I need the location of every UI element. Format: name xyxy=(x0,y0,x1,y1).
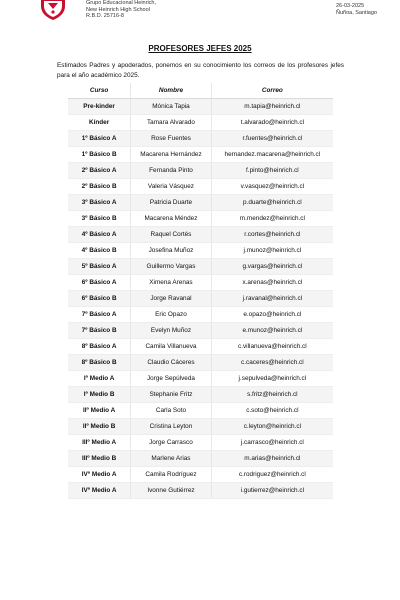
cell-correo: r.fuentes@heinrich.cl xyxy=(211,131,333,147)
table-row xyxy=(68,163,333,179)
cell-curso: IVº Medio A xyxy=(68,467,131,483)
cell-nombre: Macarena Hernández xyxy=(131,147,211,163)
cell-curso: 4º Básico B xyxy=(68,243,131,259)
cell-correo: f.pinto@heinrich.cl xyxy=(211,163,333,179)
cell-curso: IIº Medio A xyxy=(68,403,131,419)
table-row xyxy=(68,147,333,163)
cell-nombre: Josefina Muñoz xyxy=(131,243,211,259)
cell-curso: Kínder xyxy=(68,115,131,131)
cell-curso: 3º Básico B xyxy=(68,211,131,227)
cell-correo: j.carrasco@heinrich.cl xyxy=(211,435,333,451)
column-header-nombre: Nombre xyxy=(131,83,211,99)
table-row xyxy=(68,339,333,355)
cell-nombre: Eric Opazo xyxy=(131,307,211,323)
cell-nombre: Cristina Leyton xyxy=(131,419,211,435)
cell-correo: c.villanueva@heinrich.cl xyxy=(211,339,333,355)
school-org-line: Grupo Educacional Heinrich, xyxy=(86,0,157,6)
table-row xyxy=(68,419,333,435)
school-name: New Heinrich High School xyxy=(86,6,150,13)
date-location xyxy=(336,3,377,16)
table-header-row xyxy=(68,83,333,99)
cell-nombre: Guillermo Vargas xyxy=(131,259,211,275)
cell-nombre: Tamara Alvarado xyxy=(131,115,211,131)
cell-correo: c.rodriguez@heinrich.cl xyxy=(211,467,333,483)
cell-curso: IIIº Medio A xyxy=(68,435,131,451)
cell-correo: c.soto@heinrich.cl xyxy=(211,403,333,419)
cell-nombre: Jorge Carrasco xyxy=(131,435,211,451)
table-row xyxy=(68,323,333,339)
cell-curso: Iº Medio B xyxy=(68,387,131,403)
cell-correo: c.leyton@heinrich.cl xyxy=(211,419,333,435)
cell-correo: s.fritz@heinrich.cl xyxy=(211,387,333,403)
cell-nombre: Valeria Vásquez xyxy=(131,179,211,195)
page-title: PROFESORES JEFES 2025 xyxy=(148,44,252,53)
cell-correo: j.ravanal@heinrich.cl xyxy=(211,291,333,307)
cell-nombre: Rose Fuentes xyxy=(131,131,211,147)
table-row xyxy=(68,483,333,499)
cell-correo: r.cortes@heinrich.cl xyxy=(211,227,333,243)
cell-nombre: Fernanda Pinto xyxy=(131,163,211,179)
cell-curso: Iº Medio A xyxy=(68,371,131,387)
cell-nombre: Evelyn Muñoz xyxy=(131,323,211,339)
cell-nombre: Claudio Cáceres xyxy=(131,355,211,371)
cell-correo: g.vargas@heinrich.cl xyxy=(211,259,333,275)
table-row xyxy=(68,451,333,467)
cell-correo: j.munoz@heinrich.cl xyxy=(211,243,333,259)
cell-curso: IIº Medio B xyxy=(68,419,131,435)
cell-correo: e.opazo@heinrich.cl xyxy=(211,307,333,323)
cell-curso: 3º Básico A xyxy=(68,195,131,211)
cell-correo: i.gutierrez@heinrich.cl xyxy=(211,483,333,499)
cell-curso: 7º Básico A xyxy=(68,307,131,323)
table-row xyxy=(68,467,333,483)
column-header-curso: Curso xyxy=(68,83,131,99)
cell-curso: 8º Básico A xyxy=(68,339,131,355)
cell-curso: 5º Básico A xyxy=(68,259,131,275)
cell-nombre: Carla Soto xyxy=(131,403,211,419)
cell-nombre: Marlene Arias xyxy=(131,451,211,467)
cell-correo: v.vasquez@heinrich.cl xyxy=(211,179,333,195)
cell-curso: Pre-kinder xyxy=(68,99,131,115)
document-date: 26-03-2025 xyxy=(336,3,365,9)
table-row xyxy=(68,243,333,259)
cell-nombre: Ximena Arenas xyxy=(131,275,211,291)
school-crest-logo xyxy=(40,0,66,20)
cell-nombre: Jorge Ravanal xyxy=(131,291,211,307)
cell-curso: 6º Básico B xyxy=(68,291,131,307)
cell-correo: hernandez.macarena@heinrich.cl xyxy=(211,147,333,163)
table-row xyxy=(68,355,333,371)
cell-correo: x.arenas@heinrich.cl xyxy=(211,275,333,291)
column-header-correo: Correo xyxy=(211,83,333,99)
cell-correo: c.caceres@heinrich.cl xyxy=(211,355,333,371)
cell-correo: m.mendez@heinrich.cl xyxy=(211,211,333,227)
table-row xyxy=(68,259,333,275)
cell-curso: IIIº Medio B xyxy=(68,451,131,467)
table-row xyxy=(68,275,333,291)
cell-curso: IVº Medio A xyxy=(68,483,131,499)
cell-curso: 4º Básico A xyxy=(68,227,131,243)
cell-nombre: Raquel Cortés xyxy=(131,227,211,243)
cell-correo: p.duarte@heinrich.cl xyxy=(211,195,333,211)
table-row xyxy=(68,227,333,243)
cell-curso: 7º Básico B xyxy=(68,323,131,339)
table-row xyxy=(68,435,333,451)
document-location: Ñuñoa, Santiago xyxy=(336,9,377,16)
table-row xyxy=(68,179,333,195)
cell-nombre: Ivonne Gutiérrez xyxy=(131,483,211,499)
table-body xyxy=(68,99,333,499)
table-row xyxy=(68,387,333,403)
table-row xyxy=(68,291,333,307)
cell-correo: t.alvarado@heinrich.cl xyxy=(211,115,333,131)
cell-correo: j.sepulveda@heinrich.cl xyxy=(211,371,333,387)
table-row xyxy=(68,115,333,131)
cell-curso: 2º Básico B xyxy=(68,179,131,195)
cell-nombre: Jorge Sepúlveda xyxy=(131,371,211,387)
school-info xyxy=(86,0,156,20)
cell-nombre: Patricia Duarte xyxy=(131,195,211,211)
table-row xyxy=(68,131,333,147)
cell-curso: 8º Básico B xyxy=(68,355,131,371)
school-rbd: R.B.D. 25716-8 xyxy=(86,13,124,19)
cell-nombre: Macarena Méndez xyxy=(131,211,211,227)
table-row xyxy=(68,211,333,227)
table-row xyxy=(68,403,333,419)
cell-curso: 1º Básico A xyxy=(68,131,131,147)
cell-nombre: Mónica Tapia xyxy=(131,99,211,115)
teachers-table xyxy=(68,83,333,499)
cell-correo: m.tapia@heinrich.cl xyxy=(211,99,333,115)
table-row xyxy=(68,371,333,387)
cell-curso: 2º Básico A xyxy=(68,163,131,179)
table-row xyxy=(68,99,333,115)
table-row xyxy=(68,307,333,323)
cell-nombre: Camila Rodríguez xyxy=(131,467,211,483)
cell-correo: m.arias@heinrich.cl xyxy=(211,451,333,467)
cell-nombre: Camila Villanueva xyxy=(131,339,211,355)
intro-paragraph: Estimados Padres y apoderados, ponemos en su conocimiento los correos de los profesores jefes para el año académico 2025. xyxy=(57,62,344,79)
cell-correo: e.munoz@heinrich.cl xyxy=(211,323,333,339)
table-row xyxy=(68,195,333,211)
cell-curso: 1º Básico B xyxy=(68,147,131,163)
cell-nombre: Stephanie Fritz xyxy=(131,387,211,403)
cell-curso: 6º Básico A xyxy=(68,275,131,291)
